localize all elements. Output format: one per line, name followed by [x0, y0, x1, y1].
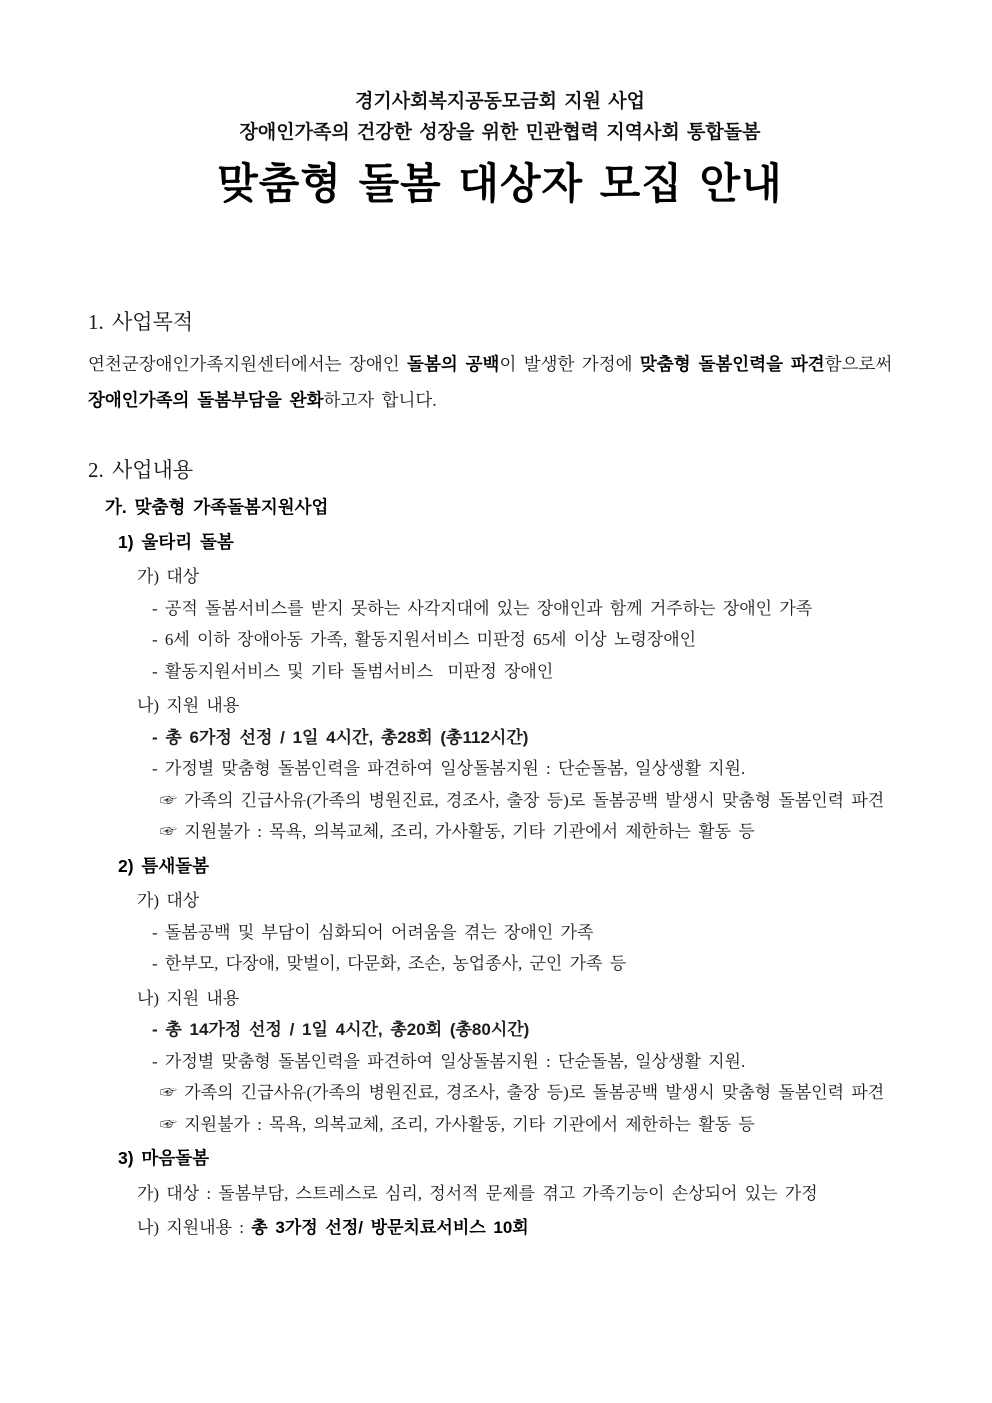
- program3-support-prefix: 나) 지원내용 :: [137, 1218, 252, 1237]
- program1-note: ☞ 가족의 긴급사유(가족의 병원진료, 경조사, 출장 등)로 돌봄공백 발생시 맞춤형 돌봄인력 파견: [160, 790, 885, 810]
- section-2-body: [88, 492, 912, 1244]
- program3-support-line: [88, 1212, 912, 1244]
- purpose-bold-dispatch: 맞춤형 돌봄인력을 파견: [639, 354, 825, 374]
- program1-note: ☞ 지원불가 : 목욕, 의복교체, 조리, 가사활동, 기타 기관에서 제한하는 활동 등: [160, 822, 755, 841]
- program2-target-item: - 돌봄공백 및 부담이 심화되어 어려움을 겪는 장애인 가족: [152, 922, 594, 942]
- purpose-text-2: 이 발생한 가정에: [499, 354, 640, 374]
- program2-target-label: 가) 대상: [137, 891, 200, 910]
- program1-support-label: 나) 지원 내용: [137, 696, 240, 715]
- purpose-text-3: 함으로써: [824, 354, 900, 374]
- program2-support-quota: - 총 14가정 선정 / 1일 4시간, 총20회 (총80시간): [152, 1020, 530, 1039]
- section-1-heading: 1. 사업목적: [88, 310, 194, 334]
- program2-support-detail: - 가정별 맞춤형 돌봄인력을 파견하여 일상돌봄지원 : 단순돌봄, 일상생활 지원.: [152, 1051, 746, 1071]
- doc-subtitle-line2: 장애인가족의 건강한 성장을 위한 민관협력 지역사회 통합돌봄: [239, 122, 761, 143]
- program1-target-item: - 6세 이하 장애아동 가족, 활동지원서비스 미판정 65세 이상 노령장애인: [152, 630, 697, 649]
- purpose-text-1: 연천군장애인가족지원센터에서는 장애인: [88, 354, 408, 374]
- program2-target-item: - 한부모, 다장애, 맞벌이, 다문화, 조손, 농업종사, 군인 가족 등: [152, 954, 627, 973]
- section-2-heading: 2. 사업내용: [88, 458, 194, 482]
- program2-title: 2) 틈새돌봄: [118, 855, 210, 876]
- subsection-ga-heading: 가. 맞춤형 가족돌봄지원사업: [105, 497, 329, 517]
- purpose-bold-relief: 장애인가족의 돌봄부담을 완화: [88, 390, 324, 410]
- program2-support-label: 나) 지원 내용: [137, 988, 240, 1008]
- purpose-paragraph: [88, 346, 910, 418]
- program3-target-line: 가) 대상 : 돌봄부담, 스트레스로 심리, 정서적 문제를 겪고 가족기능이 손상되어 있는 가정: [137, 1183, 818, 1203]
- program1-support-detail: - 가정별 맞춤형 돌봄인력을 파견하여 일상돌봄지원 : 단순돌봄, 일상생활 지원.: [152, 759, 746, 778]
- purpose-bold-care-gap: 돌봄의 공백: [407, 354, 500, 374]
- doc-title: 맞춤형 돌봄 대상자 모집 안내: [217, 160, 783, 207]
- program1-support-quota: - 총 6가정 선정 / 1일 4시간, 총28회 (총112시간): [152, 727, 529, 747]
- program1-target-label: 가) 대상: [137, 567, 200, 586]
- program3-support-quota: 총 3가정 선정/ 방문치료서비스 10회: [251, 1218, 529, 1237]
- doc-subtitle-line1: 경기사회복지공동모금회 지원 사업: [355, 91, 645, 112]
- program2-note: ☞ 지원불가 : 목욕, 의복교체, 조리, 가사활동, 기타 기관에서 제한하는 활동 등: [160, 1114, 755, 1134]
- program1-target-item: - 공적 돌봄서비스를 받지 못하는 사각지대에 있는 장애인과 함께 거주하는 장애인 가족: [152, 598, 813, 618]
- program2-note: ☞ 가족의 긴급사유(가족의 병원진료, 경조사, 출장 등)로 돌봄공백 발생시 맞춤형 돌봄인력 파견: [160, 1083, 885, 1102]
- purpose-text-4: 하고자 합니다.: [323, 390, 437, 410]
- program1-target-item: - 활동지원서비스 및 기타 돌범서비스 미판정 장애인: [152, 661, 554, 681]
- program3-title: 3) 마음돌봄: [118, 1148, 210, 1168]
- program1-title: 1) 울타리 돌봄: [118, 531, 234, 552]
